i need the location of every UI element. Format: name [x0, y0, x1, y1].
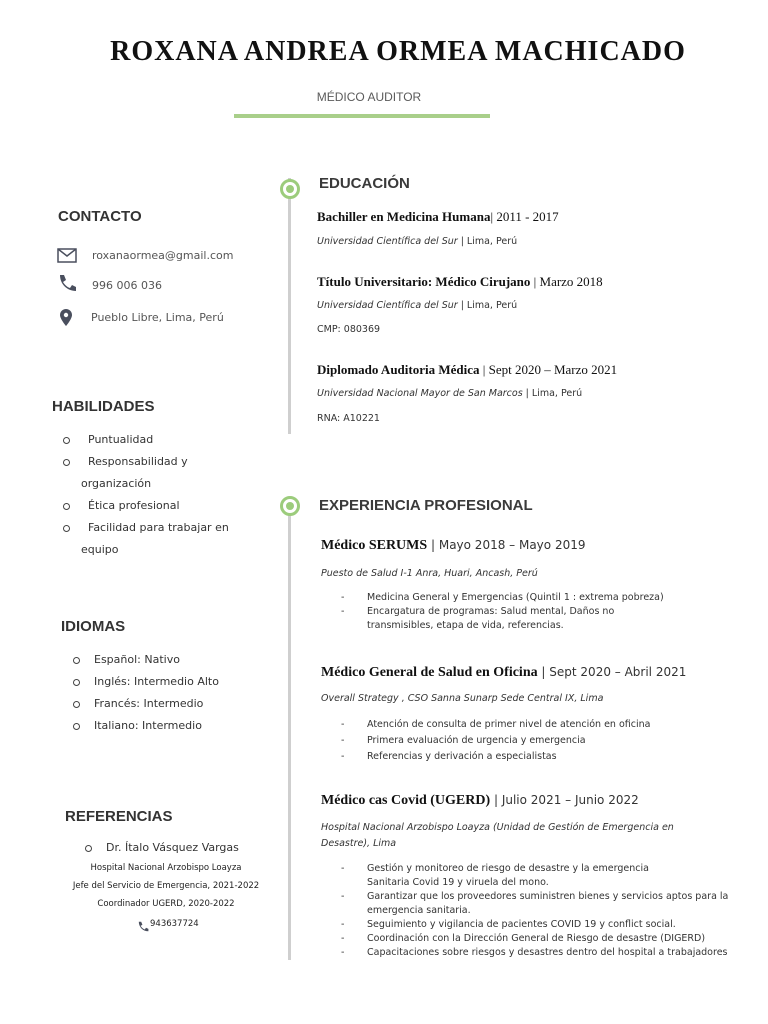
timeline-line-education: [288, 178, 291, 434]
job-bullets: [341, 862, 731, 960]
list-item: Inglés: Intermedio Alto: [72, 671, 272, 693]
list-item: - Coordinación con la Dirección General de Riesgo de desastre (DIGERD): [341, 932, 731, 946]
education-license: CMP: 080369: [317, 324, 381, 335]
education-institution: Universidad Científica del Sur | Lima, Perú: [317, 300, 518, 311]
references-list: [84, 837, 284, 859]
list-item: - Primera evaluación de urgencia y emergencia: [341, 734, 721, 748]
list-item: - Encargatura de programas: Salud mental, Daños no transmisibles, etapa de vida, referencias.: [341, 605, 701, 633]
list-item: - Referencias y derivación a especialistas: [341, 750, 721, 764]
timeline-node-experience: [280, 496, 300, 516]
list-item: Ética profesional: [62, 495, 262, 517]
job-bullets: [341, 591, 701, 633]
job-title: MÉDICO AUDITOR: [316, 90, 422, 104]
experience-heading: EXPERIENCIA PROFESIONAL: [319, 497, 533, 514]
list-item: Puntualidad: [62, 429, 262, 451]
list-item: - Atención de consulta de primer nivel de atención en oficina: [341, 718, 721, 732]
list-item: - Gestión y monitoreo de riesgo de desastre y la emergencia Sanitaria Covid 19 y viruela del mono.: [341, 862, 731, 890]
timeline-node-education: [280, 179, 300, 199]
list-item: - Garantizar que los proveedores suministren bienes y servicios aptos para la emergencia sanitaria.: [341, 890, 731, 918]
skills-heading: HABILIDADES: [52, 398, 155, 415]
contact-location: Pueblo Libre, Lima, Perú: [91, 311, 224, 324]
list-item: Italiano: Intermedio: [72, 715, 272, 737]
job-place: Puesto de Salud I-1 Anra, Huari, Ancash, Perú: [321, 568, 538, 579]
list-item: - Capacitaciones sobre riesgos y desastres dentro del hospital a trabajadores: [341, 946, 731, 960]
list-item: Facilidad para trabajar en: [62, 517, 262, 539]
education-degree: Título Universitario: Médico Cirujano | Marzo 2018: [317, 274, 603, 289]
list-item: organización: [81, 477, 152, 490]
envelope-icon: [57, 248, 77, 267]
list-item: equipo: [81, 543, 119, 556]
job-title: Médico SERUMS | Mayo 2018 – Mayo 2019: [321, 538, 586, 553]
reference-line-3: Coordinador UGERD, 2020-2022: [97, 899, 235, 909]
job-title: Médico General de Salud en Oficina | Sept 2020 – Abril 2021: [321, 665, 687, 680]
list-item: Español: Nativo: [72, 649, 272, 671]
job-place: Hospital Nacional Arzobispo Loayza (Unidad de Gestión de Emergencia en Desastre), Lima: [321, 822, 674, 849]
education-license: RNA: A10221: [317, 413, 380, 424]
education-heading: EDUCACIÓN: [319, 175, 410, 192]
location-pin-icon: [60, 309, 72, 330]
job-place: Overall Strategy , CSO Sanna Sunarp Sede Central IX, Lima: [321, 693, 604, 704]
phone-icon: [57, 274, 77, 296]
reference-name: Dr. Ítalo Vásquez Vargas: [84, 837, 284, 859]
list-item: - Medicina General y Emergencias (Quintil 1 : extrema pobreza): [341, 591, 701, 605]
skills-list: [62, 429, 262, 561]
references-heading: REFERENCIAS: [65, 808, 173, 825]
languages-list: [72, 649, 272, 737]
timeline-line-experience: [288, 500, 291, 960]
contact-phone[interactable]: 996 006 036: [92, 279, 162, 292]
languages-heading: IDIOMAS: [61, 618, 126, 635]
title-underline: [234, 114, 490, 118]
list-item: Francés: Intermedio: [72, 693, 272, 715]
job-bullets: [341, 718, 721, 764]
full-name: ROXANA ANDREA ORMEA MACHICADO: [110, 36, 686, 67]
reference-line-1: Hospital Nacional Arzobispo Loayza: [90, 863, 242, 873]
reference-phone[interactable]: 943637724: [150, 919, 199, 929]
phone-icon: [137, 917, 149, 936]
list-item: - Seguimiento y vigilancia de pacientes COVID 19 y conflict social.: [341, 918, 731, 932]
education-degree: Bachiller en Medicina Humana| 2011 - 2017: [317, 209, 559, 224]
contact-heading: CONTACTO: [58, 208, 142, 225]
job-title: Médico cas Covid (UGERD) | Julio 2021 – Junio 2022: [321, 793, 639, 808]
reference-line-2: Jefe del Servicio de Emergencia, 2021-2022: [72, 881, 260, 891]
contact-email[interactable]: roxanaormea@gmail.com: [92, 249, 234, 262]
education-institution: Universidad Científica del Sur | Lima, Perú: [317, 236, 518, 247]
list-item: Responsabilidad y: [62, 451, 262, 473]
education-institution: Universidad Nacional Mayor de San Marcos | Lima, Perú: [317, 388, 583, 399]
education-degree: Diplomado Auditoria Médica | Sept 2020 – Marzo 2021: [317, 362, 618, 377]
